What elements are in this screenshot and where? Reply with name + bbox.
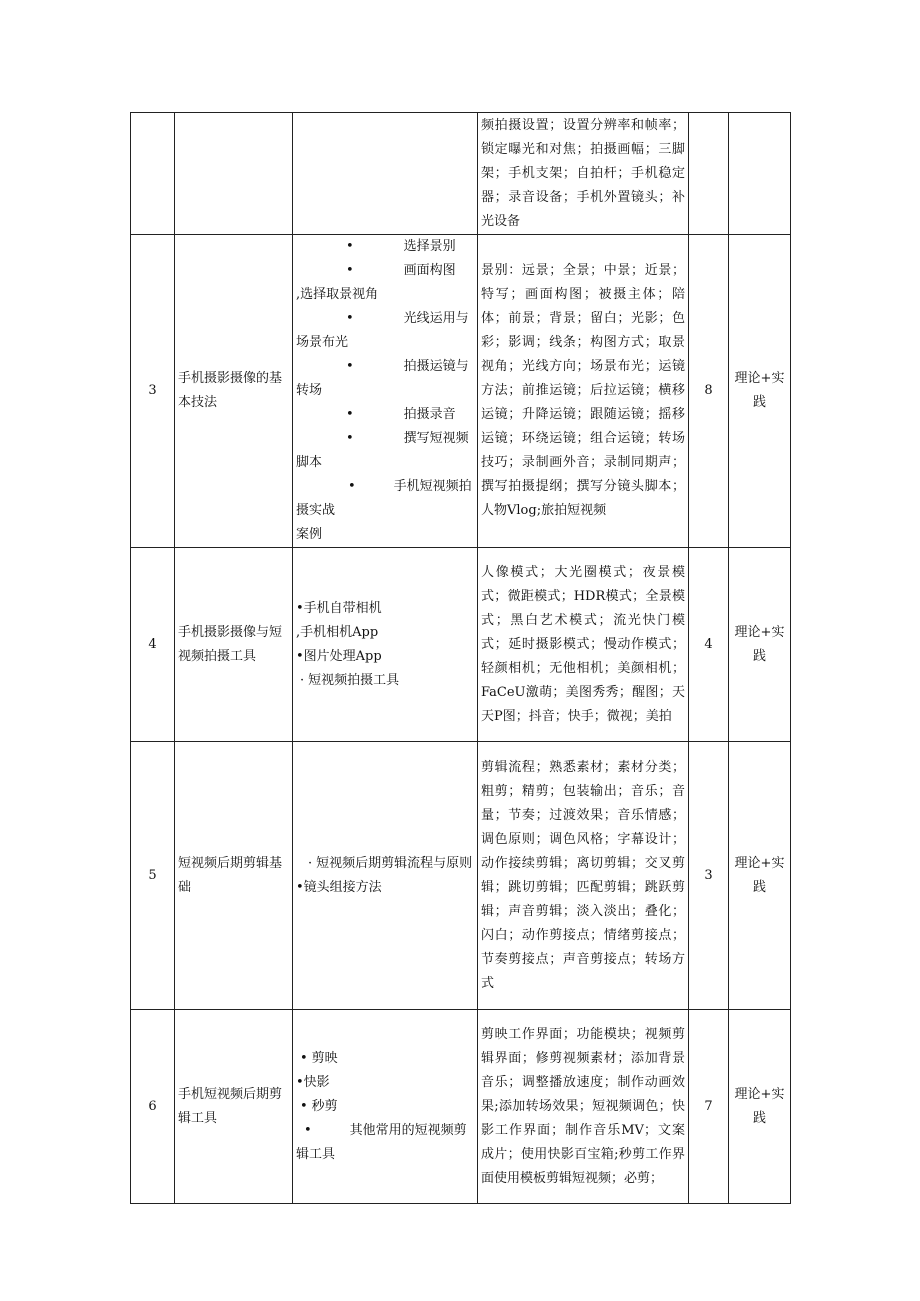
course-table xyxy=(130,112,791,1204)
table-row xyxy=(131,113,791,235)
topics-text: 剪映工作界面；功能模块；视频剪辑界面；修剪视频素材；添加背景音乐；调整播放速度；制作动画效果;添加转场效果；短视频调色；快影工作界面；制作音乐MV；文案成片；使用快影百宝箱;秒剪工作界面使用模板剪辑短视频；必剪； xyxy=(478,1010,689,1204)
table-row xyxy=(131,742,791,1010)
topics-text: 人像模式；大光圈模式；夜景模式；微距模式；HDR模式；全景模式；黑白艺术模式；流光快门模式；延时摄影模式；慢动作模式；轻颜相机；无他相机；美颜相机；FaCeU激萌；美图秀秀；醒图；天天P图；抖音；快手；微视；美拍 xyxy=(478,548,689,742)
unit-title: 手机摄影摄像的基本技法 xyxy=(175,235,293,548)
content-point-text: 选择取景视角 xyxy=(300,287,379,302)
hours-value: 4 xyxy=(689,548,729,742)
content-point xyxy=(296,355,474,403)
hours-value xyxy=(689,113,729,235)
content-point-text: 拍摄录音 xyxy=(403,407,456,422)
content-point xyxy=(296,621,474,645)
content-point xyxy=(296,427,474,475)
bullet-glyph: • xyxy=(300,1050,308,1066)
bullet-glyph: • xyxy=(296,648,304,664)
bullet-glyph: • xyxy=(346,431,354,446)
hours-value: 3 xyxy=(689,742,729,1010)
content-point xyxy=(296,475,474,523)
bullet-glyph: · xyxy=(308,855,313,871)
topics-text: 频拍摄设置；设置分辨率和帧率；锁定曝光和对焦；拍摄画幅；三脚架；手机支架；自拍杆；手机稳定器；录音设备；手机外置镜头；补光设备 xyxy=(478,113,689,235)
hours-value: 8 xyxy=(689,235,729,548)
unit-title: 短视频后期剪辑基础 xyxy=(175,742,293,1010)
table-row xyxy=(131,1010,791,1204)
bullet-glyph: , xyxy=(296,287,301,302)
content-point xyxy=(296,597,474,621)
bullet-glyph: , xyxy=(296,624,301,640)
bullet-glyph: • xyxy=(346,311,354,326)
row-number: 4 xyxy=(131,548,175,742)
content-point xyxy=(296,235,474,259)
content-point xyxy=(296,1119,474,1143)
content-point-text: 拍摄运镜与转场 xyxy=(296,359,469,398)
content-point-text: 案例 xyxy=(296,527,323,542)
topics-text: 景别：远景；全景；中景；近景；特写；画面构图；被摄主体；陪体；前景；背景；留白；光影；色彩；影调；线条；构图方式；取景视角；光线方向；场景布光；运镜方法；前推运镜；后拉运镜；横移运镜；升降运镜；跟随运镜；摇移运镜；环绕运镜；组合运镜；转场技巧；录制画外音；录制同期声；撰写拍摄提纲；撰写分镜头脚本；人物Vlog;旅拍短视频 xyxy=(478,235,689,548)
content-point xyxy=(296,403,474,427)
table-row xyxy=(131,548,791,742)
row-number: 3 xyxy=(131,235,175,548)
unit-title xyxy=(175,113,293,235)
unit-content xyxy=(293,548,478,742)
topics-text: 剪辑流程；熟悉素材；素材分类；粗剪；精剪；包装输出；音乐；音量；节奏；过渡效果；音乐情感；调色原则；调色风格；字幕设计；动作接续剪辑；离切剪辑；交叉剪辑；跳切剪辑；匹配剪辑；跳跃剪辑；声音剪辑；淡入淡出；叠化；闪白；动作剪接点；情绪剪接点；节奏剪接点；声音剪接点；转场方式 xyxy=(478,742,689,1010)
content-point-text: 短视频拍摄工具 xyxy=(308,672,400,688)
content-point-text: 选择景别 xyxy=(403,239,456,254)
bullet-glyph: · xyxy=(300,672,305,688)
content-point xyxy=(296,1047,474,1071)
row-number: 6 xyxy=(131,1010,175,1204)
content-point-text: 剪映 xyxy=(311,1050,338,1066)
content-point xyxy=(296,645,474,669)
content-point-text: 短视频后期剪辑流程与原则 xyxy=(316,855,473,871)
unit-content xyxy=(293,1010,478,1204)
content-point xyxy=(296,852,474,876)
content-point xyxy=(296,307,474,355)
content-point-text: 手机自带相机 xyxy=(303,600,382,616)
unit-content xyxy=(293,113,478,235)
content-point-text: 光线运用与场景布光 xyxy=(296,311,469,350)
table-body xyxy=(131,113,791,1204)
bullet-glyph: • xyxy=(346,263,354,278)
content-point-text: 其他常用的短视频剪 xyxy=(349,1122,467,1138)
content-point-text: 快影 xyxy=(303,1074,330,1090)
content-point-text: 辑工具 xyxy=(296,1146,336,1162)
hours-value: 7 xyxy=(689,1010,729,1204)
bullet-glyph: • xyxy=(304,1122,312,1138)
content-point-text: 手机短视频拍摄实战 xyxy=(296,479,472,518)
teaching-mode xyxy=(729,113,791,235)
row-number: 5 xyxy=(131,742,175,1010)
content-point xyxy=(296,1143,474,1167)
bullet-glyph: • xyxy=(296,1074,304,1090)
content-point-text: 图片处理App xyxy=(303,648,382,664)
bullet-glyph: • xyxy=(348,479,356,494)
bullet-glyph: • xyxy=(296,600,304,616)
content-point xyxy=(296,1095,474,1119)
content-point-text: 画面构图 xyxy=(403,263,456,278)
bullet-glyph: • xyxy=(296,879,304,895)
unit-title: 手机短视频后期剪辑工具 xyxy=(175,1010,293,1204)
unit-title: 手机摄影摄像与短视频拍摄工具 xyxy=(175,548,293,742)
content-point xyxy=(296,523,474,547)
bullet-glyph: • xyxy=(346,359,354,374)
content-point-text: 手机相机App xyxy=(300,624,379,640)
content-point xyxy=(296,1071,474,1095)
teaching-mode: 理论+实践 xyxy=(729,742,791,1010)
unit-content xyxy=(293,235,478,548)
content-point xyxy=(296,283,474,307)
bullet-glyph: • xyxy=(346,239,354,254)
content-point-text: 镜头组接方法 xyxy=(303,879,382,895)
content-point-text: 撰写短视频脚本 xyxy=(296,431,469,470)
content-point-text: 秒剪 xyxy=(311,1098,338,1114)
unit-content xyxy=(293,742,478,1010)
content-point xyxy=(296,669,474,693)
teaching-mode: 理论+实践 xyxy=(729,1010,791,1204)
table-row xyxy=(131,235,791,548)
row-number xyxy=(131,113,175,235)
content-point xyxy=(296,876,474,900)
content-point xyxy=(296,259,474,283)
bullet-glyph: • xyxy=(300,1098,308,1114)
teaching-mode: 理论+实践 xyxy=(729,548,791,742)
bullet-glyph: • xyxy=(346,407,354,422)
teaching-mode: 理论+实践 xyxy=(729,235,791,548)
